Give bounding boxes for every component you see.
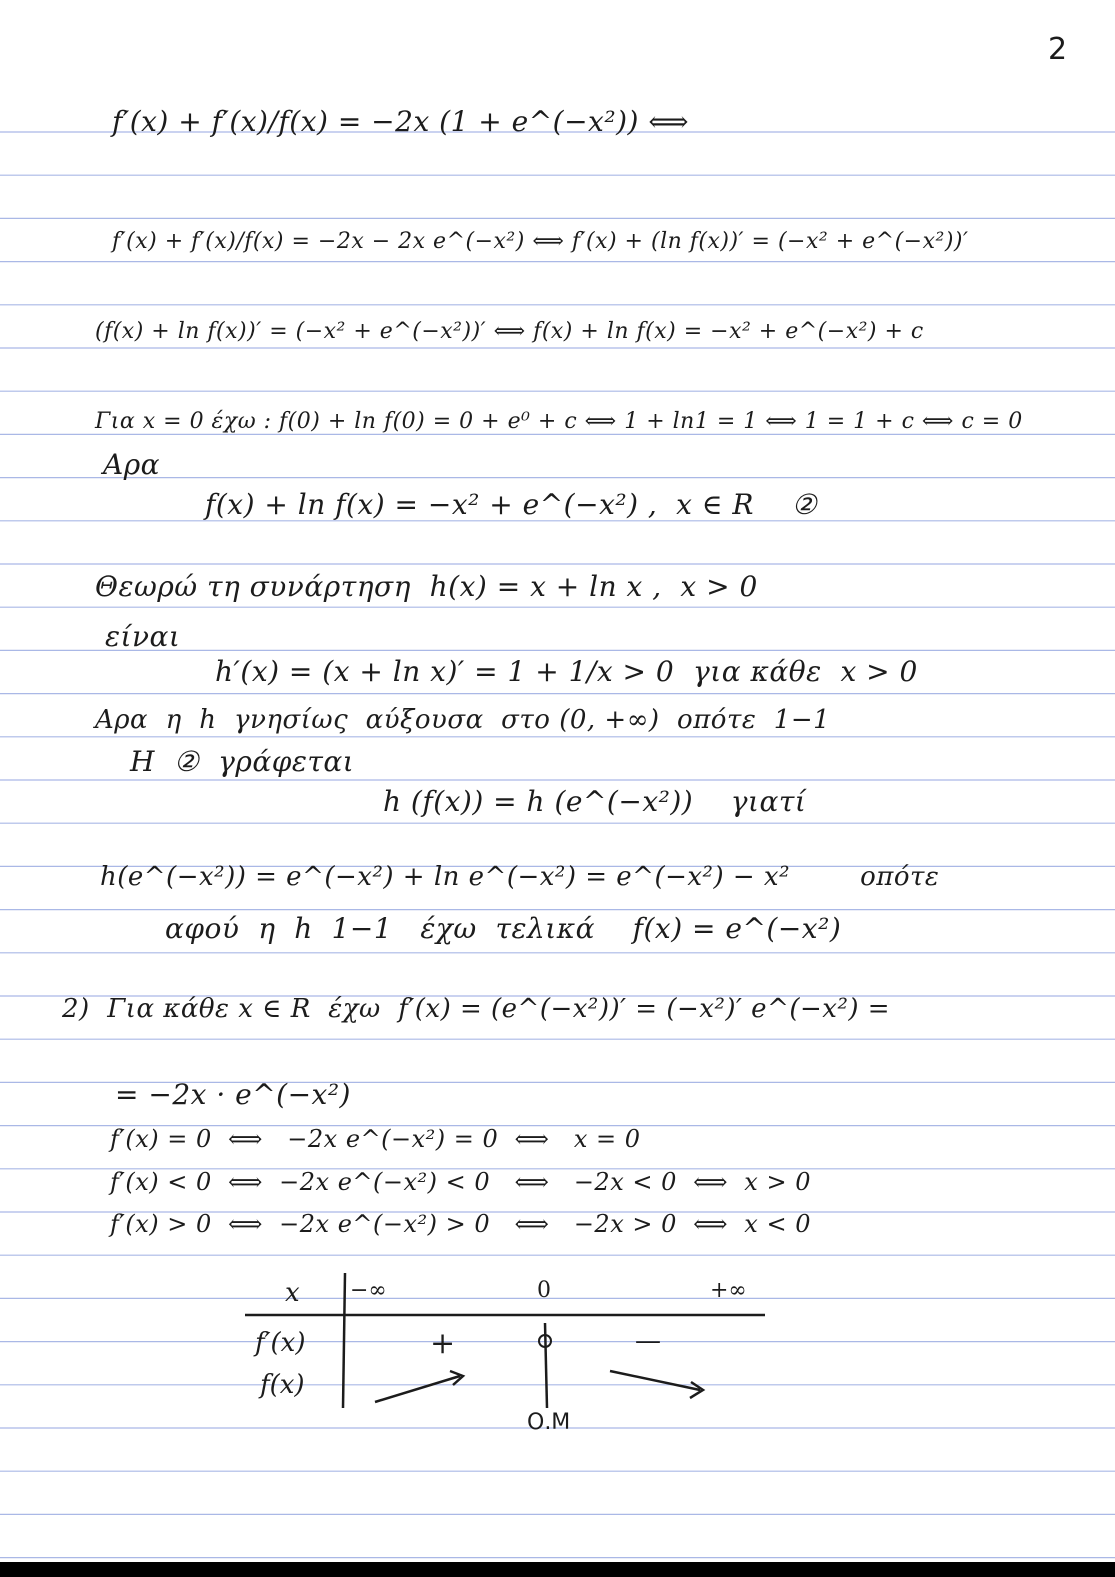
text-line-7: Θεωρώ τη συνάρτηση h(x) = x + ln x , x > 0 xyxy=(95,570,758,603)
increasing-arrow xyxy=(375,1376,460,1402)
ara-label-1: Αρα xyxy=(103,448,161,481)
equation-line-9: h′(x) = (x + ln x)′ = 1 + 1/x > 0 για κάθε x > 0 xyxy=(215,655,918,688)
equation-line-4: Για x = 0 έχω : f(0) + ln f(0) = 0 + e⁰ + c ⟺ 1 + ln1 = 1 ⟺ 1 = 1 + c ⟺ c = 0 xyxy=(95,409,1023,434)
sign-plus: + xyxy=(430,1326,456,1361)
text-line-15: 2) Για κάθε x ∈ R έχω f′(x) = (e^(−x²))′ = (−x²)′ e^(−x²) = xyxy=(62,994,891,1024)
x-value-plus-infinity: +∞ xyxy=(710,1278,747,1303)
equation-line-13: h(e^(−x²)) = e^(−x²) + ln e^(−x²) = e^(−x²) − x² οπότε xyxy=(100,862,940,892)
decreasing-arrow xyxy=(610,1371,700,1390)
sign-minus: — xyxy=(635,1326,661,1356)
x-value-zero: 0 xyxy=(537,1278,551,1303)
equation-line-19: f′(x) > 0 ⟺ −2x e^(−x²) > 0 ⟺ −2x > 0 ⟺ x < 0 xyxy=(110,1210,811,1238)
equation-line-2: f′(x) + f′(x)/f(x) = −2x − 2x e^(−x²) ⟺ f′(x) + (ln f(x))′ = (−x² + e^(−x²))′ xyxy=(112,229,969,254)
text-line-10: Αρα η h γνησίως αύξουσα στο (0, +∞) οπότε 1−1 xyxy=(95,705,831,735)
row-label-f: f(x) xyxy=(260,1370,305,1400)
equation-line-16: = −2x · e^(−x²) xyxy=(115,1078,351,1111)
sign-table xyxy=(245,1268,775,1418)
scan-bottom-edge xyxy=(0,1562,1115,1577)
row-label-fprime: f′(x) xyxy=(255,1328,306,1358)
equation-line-17: f′(x) = 0 ⟺ −2x e^(−x²) = 0 ⟺ x = 0 xyxy=(110,1125,641,1153)
text-line-8: είναι xyxy=(105,620,181,653)
text-line-11: Η ② γράφεται xyxy=(130,745,355,778)
row-label-x: x xyxy=(285,1278,300,1308)
sign-table-lines xyxy=(245,1268,775,1418)
equation-line-12: h (f(x)) = h (e^(−x²)) γιατί xyxy=(383,785,807,818)
page-number: 2 xyxy=(1048,32,1068,67)
equation-line-18: f′(x) < 0 ⟺ −2x e^(−x²) < 0 ⟺ −2x < 0 ⟺ x > 0 xyxy=(110,1168,811,1196)
equation-line-1: f′(x) + f′(x)/f(x) = −2x (1 + e^(−x²)) ⟺ xyxy=(112,105,689,138)
text-line-14: αφού η h 1−1 έχω τελικά f(x) = e^(−x²) xyxy=(165,912,842,945)
equation-line-6: f(x) + ln f(x) = −x² + e^(−x²) , x ∈ R ② xyxy=(205,488,818,521)
x-value-minus-infinity: −∞ xyxy=(350,1278,387,1303)
equation-line-3: (f(x) + ln f(x))′ = (−x² + e^(−x²))′ ⟺ f(x) + ln f(x) = −x² + e^(−x²) + c xyxy=(95,319,924,344)
max-label: Ο.Μ xyxy=(527,1410,571,1435)
